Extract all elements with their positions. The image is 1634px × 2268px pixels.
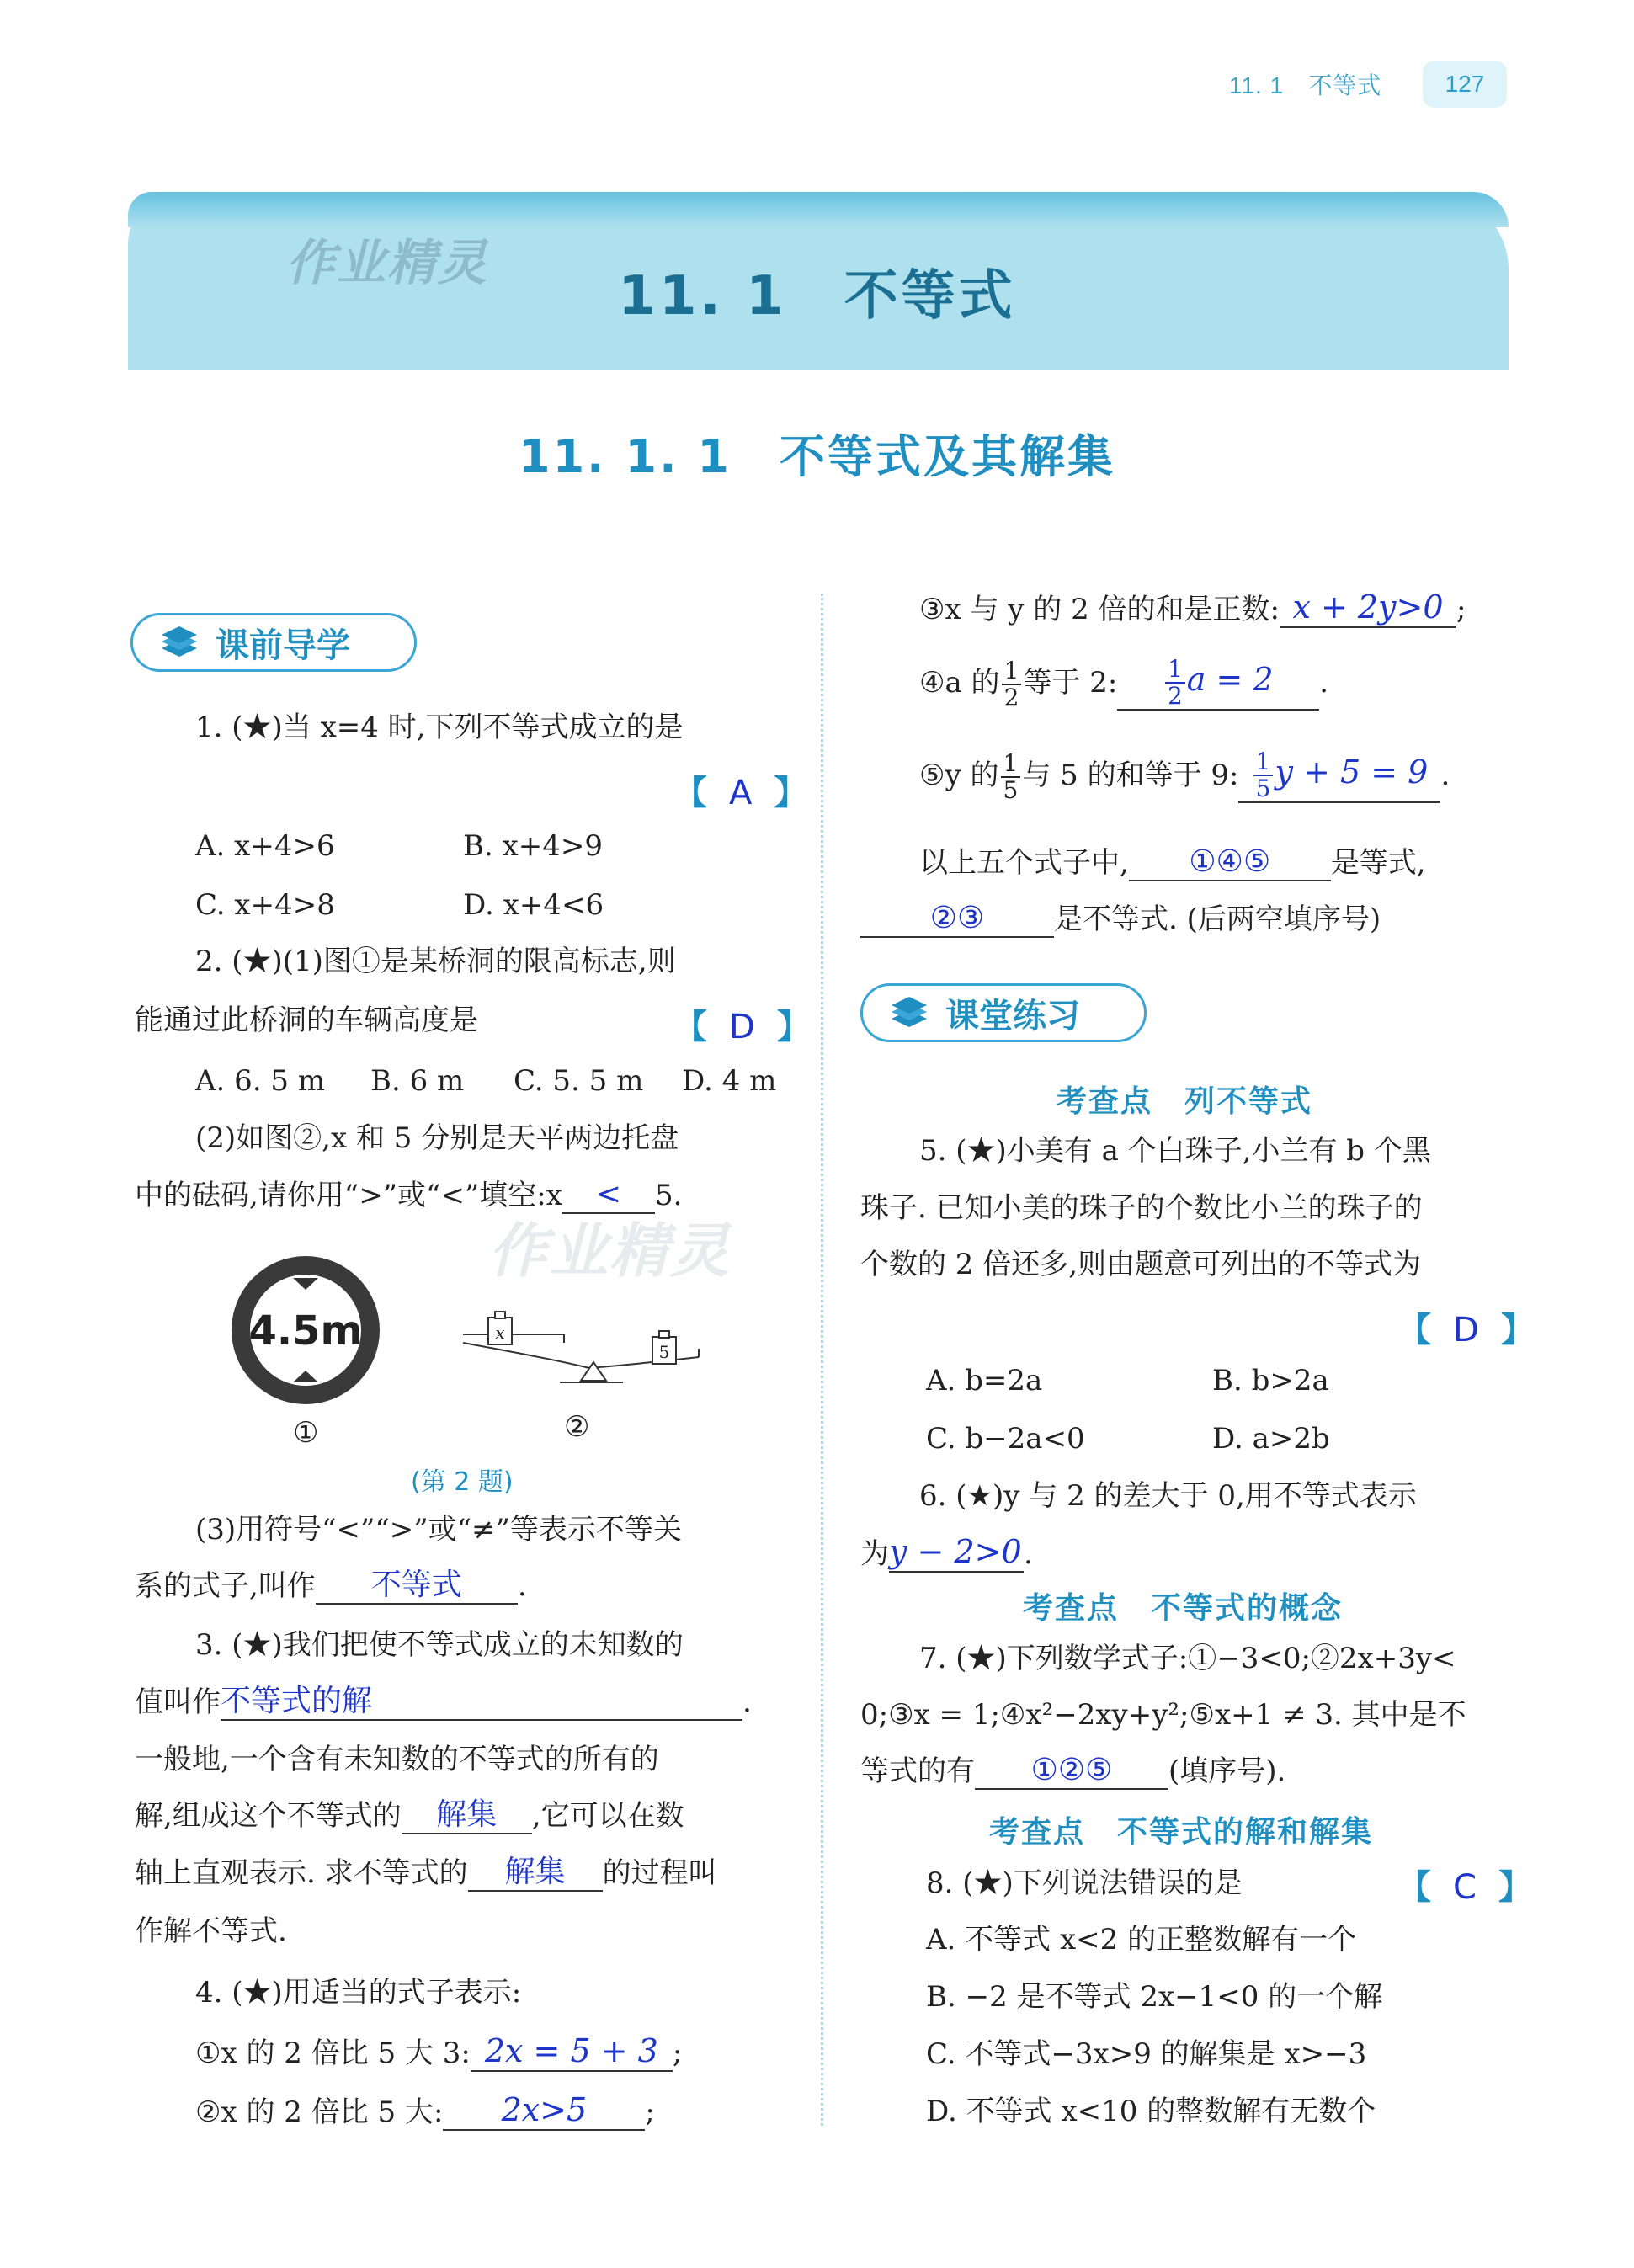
watermark: 作业精灵	[286, 234, 489, 291]
q2-part3-line2: 系的式子,叫作 不等式 .	[135, 1568, 527, 1603]
q5-answer-bracket: 【 D 】	[1397, 1311, 1535, 1350]
fraction-half: $\frac{1}{2}$	[1002, 658, 1022, 711]
figure-caption: (第 2 题)	[411, 1467, 514, 1497]
book-icon	[158, 623, 200, 662]
figure2-label: ②	[564, 1410, 590, 1444]
q7-line1: 7. (★)下列数学式子:①−3<0;②2x+3y<	[919, 1642, 1456, 1675]
q2-part2-line1: (2)如图②,x 和 5 分别是天平两边托盘	[195, 1121, 679, 1155]
q2-answer: D	[729, 1008, 755, 1046]
checkpoint-heading-1: 考查点 列不等式	[1057, 1084, 1313, 1119]
sign-text: 4.5m	[248, 1307, 363, 1355]
q3-line5: 轴上直观表示. 求不等式的 解集 的过程叫	[135, 1855, 717, 1890]
q1-option-c: C. x+4>8	[195, 888, 335, 922]
q4-summary-line2: ②③ 是不等式. (后两空填序号)	[860, 901, 1381, 938]
q2-option-b: B. 6 m	[370, 1064, 465, 1098]
q4-item4: ④a 的 $\frac{1}{2}$ 等于 2: $\frac{1}{2}$ a = 2 .	[919, 655, 1329, 711]
q6-line2: 为y − 2>0.	[860, 1533, 1033, 1571]
q3-line3: 一般地,一个含有未知数的不等式的所有的	[135, 1743, 659, 1776]
q6-answer: y − 2>0	[889, 1533, 1022, 1570]
q5-option-a: A. b=2a	[926, 1364, 1043, 1398]
section-header-practice	[860, 983, 1147, 1042]
q8-option-d: D. 不等式 x<10 的整数解有无数个	[926, 2095, 1376, 2128]
q1-option-a: A. x+4>6	[195, 829, 335, 863]
q5-option-c: C. b−2a<0	[926, 1422, 1085, 1456]
q1-option-b: B. x+4>9	[463, 829, 604, 863]
q3-line1: 3. (★)我们把使不等式成立的未知数的	[195, 1628, 684, 1662]
q4-stem: 4. (★)用适当的式子表示:	[195, 1976, 522, 2010]
checkpoint-heading-3: 考查点 不等式的解和解集	[989, 1815, 1374, 1850]
q5-line3: 个数的 2 倍还多,则由题意可列出的不等式为	[860, 1248, 1422, 1281]
section-title: 11. 1. 1 不等式及其解集	[519, 430, 1115, 483]
book-icon	[888, 993, 930, 1032]
q8-stem: 8. (★)下列说法错误的是	[926, 1866, 1243, 1900]
q2-part3-answer: 不等式	[370, 1568, 462, 1602]
q2-part2-answer: <	[595, 1177, 622, 1211]
q5-answer: D	[1453, 1311, 1479, 1350]
chapter-title: 11. 1 不等式	[618, 265, 1016, 327]
q3-answer-1: 不等式的解	[221, 1684, 373, 1718]
page-number: 127	[1423, 61, 1507, 108]
q4-inequalities-answer: ②③	[929, 901, 985, 935]
q4-answer-4: a = 2	[1186, 661, 1274, 698]
q5-option-b: B. b>2a	[1212, 1364, 1329, 1398]
q4-answer-5: y + 5 = 9	[1275, 753, 1429, 791]
q5-option-d: D. a>2b	[1212, 1422, 1330, 1456]
column-divider	[821, 594, 823, 2126]
scale-x-label: x	[495, 1323, 505, 1343]
q5-line2: 珠子. 已知小美的珠子的个数比小兰的珠子的	[860, 1191, 1423, 1225]
q2-line1: 2. (★)(1)图①是某桥洞的限高标志,则	[195, 945, 676, 978]
q8-answer: C	[1453, 1868, 1477, 1907]
q4-item5: ⑤y 的 $\frac{1}{5}$ 与 5 的和等于 9: $\frac{1}{5}$ y + 5 = 9 .	[919, 748, 1450, 804]
q3-answer-2: 解集	[436, 1797, 498, 1832]
q6-line1: 6. (★)y 与 2 的差大于 0,用不等式表示	[919, 1479, 1417, 1513]
q4-answer-1: 2x = 5 + 3	[484, 2032, 658, 2069]
q8-option-a: A. 不等式 x<2 的正整数解有一个	[926, 1923, 1357, 1957]
q1-answer: A	[729, 774, 753, 812]
watermark-center: 作业精灵	[488, 1217, 731, 1286]
q2-answer-bracket: 【 D 】	[673, 1008, 811, 1046]
q2-line2: 能通过此桥洞的车辆高度是	[135, 1004, 478, 1037]
balance-scale	[455, 1296, 707, 1389]
q4-answer-2: 2x>5	[501, 2091, 588, 2128]
figure1-label: ①	[293, 1416, 319, 1450]
q5-line1: 5. (★)小美有 a 个白珠子,小兰有 b 个黑	[919, 1134, 1431, 1168]
q4-equalities-answer: ①④⑤	[1189, 844, 1271, 879]
fraction-fifth: $\frac{1}{5}$	[1001, 751, 1021, 803]
section-header-label: 课堂练习	[945, 996, 1080, 1036]
section-header-preview	[130, 613, 417, 672]
q4-item1: ①x 的 2 倍比 5 大 3: 2x = 5 + 3 ;	[195, 2032, 683, 2070]
q3-answer-3: 解集	[504, 1855, 566, 1889]
q3-line4: 解,组成这个不等式的 解集 ,它可以在数	[135, 1797, 684, 1833]
banner-top-stripe	[128, 192, 1509, 227]
q2-option-c: C. 5. 5 m	[514, 1064, 644, 1098]
q4-item3: ③x 与 y 的 2 倍的和是正数: x + 2y>0 ;	[919, 588, 1466, 626]
q1-option-d: D. x+4<6	[463, 888, 604, 922]
q8-option-b: B. −2 是不等式 2x−1<0 的一个解	[926, 1980, 1383, 2014]
q2-option-a: A. 6. 5 m	[195, 1064, 326, 1098]
q1-stem: 1. (★)当 x=4 时,下列不等式成立的是	[195, 711, 684, 744]
q8-option-c: C. 不等式−3x>9 的解集是 x>−3	[926, 2037, 1367, 2071]
q4-item2: ②x 的 2 倍比 5 大: 2x>5 ;	[195, 2091, 655, 2129]
q3-line2: 值叫作不等式的解 .	[135, 1684, 752, 1719]
q7-answer: ①②⑤	[1030, 1753, 1113, 1787]
running-title: 11. 1 不等式	[1229, 72, 1382, 98]
scale-5-label: 5	[658, 1342, 670, 1362]
q7-line2: 0;③x = 1;④x²−2xy+y²;⑤x+1 ≠ 3. 其中是不	[860, 1698, 1466, 1732]
q2-part3-line1: (3)用符号“<”“>”或“≠”等表示不等关	[195, 1513, 682, 1547]
height-limit-sign	[226, 1250, 386, 1410]
checkpoint-heading-2: 考查点 不等式的概念	[1023, 1591, 1344, 1626]
q4-answer-3: x + 2y>0	[1292, 588, 1444, 626]
q2-option-d: D. 4 m	[682, 1064, 777, 1098]
q1-answer-bracket: 【 A 】	[673, 774, 808, 812]
section-header-label: 课前导学	[216, 626, 350, 665]
q2-part2-line2: 中的砝码,请你用“>”或“<”填空:x < 5.	[135, 1177, 683, 1212]
q8-answer-bracket: 【 C 】	[1397, 1868, 1532, 1907]
q7-line3: 等式的有 ①②⑤ (填序号).	[860, 1753, 1286, 1788]
q4-summary-line1: 以上五个式子中, ①④⑤ 是等式,	[919, 844, 1426, 880]
q3-line6: 作解不等式.	[135, 1914, 287, 1948]
